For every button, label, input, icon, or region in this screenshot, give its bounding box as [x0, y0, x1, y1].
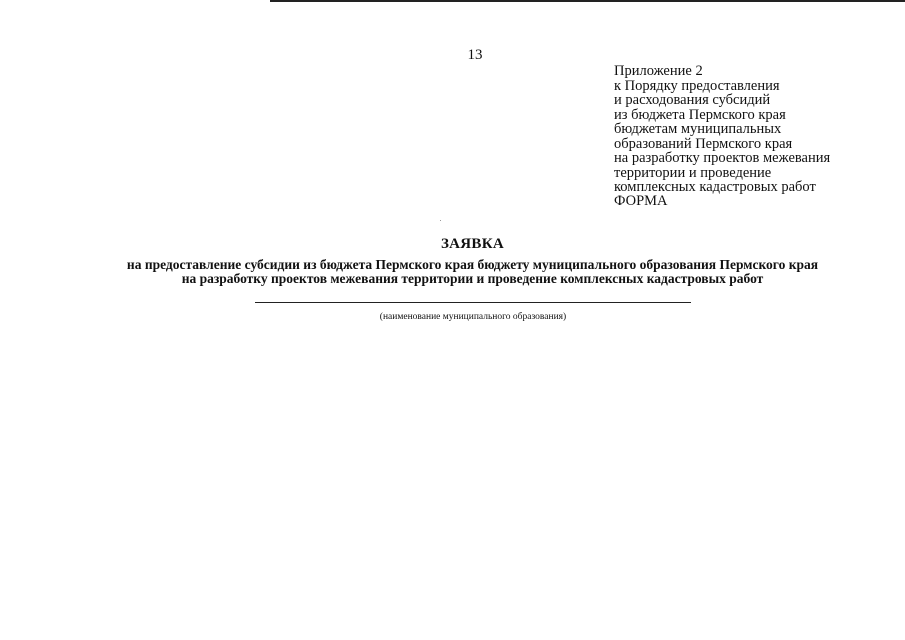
municipality-name-caption: (наименование муниципального образования): [379, 312, 567, 322]
appendix-reference: [614, 64, 884, 195]
document-subtitle: [0, 258, 905, 286]
municipality-name-fill-line: [255, 302, 691, 303]
appendix-line: комплексных кадастровых работ: [614, 179, 816, 195]
appendix-line: и расходования субсидий: [614, 92, 771, 108]
form-label: ФОРМА: [614, 193, 668, 209]
appendix-line: на разработку проектов межевания: [614, 150, 831, 166]
appendix-line: территории и проведение: [614, 164, 772, 181]
top-border-line: [270, 0, 905, 2]
page-number: 13: [467, 47, 483, 63]
appendix-line: из бюджета Пермского края: [614, 106, 786, 123]
subtitle-line: на разработку проектов межевания территории и проведение комплексных кадастровых работ: [181, 271, 764, 286]
appendix-line: образований Пермского края: [614, 135, 793, 152]
appendix-line: Приложение 2: [614, 63, 703, 79]
subtitle-line: на предоставление субсидии из бюджета Пермского края бюджету муниципального образования Пермского края: [126, 257, 819, 272]
appendix-line: бюджетам муниципальных: [614, 121, 782, 137]
appendix-line: к Порядку предоставления: [614, 77, 780, 94]
document-title: ЗАЯВКА: [440, 236, 505, 252]
scan-speck: [440, 220, 441, 221]
